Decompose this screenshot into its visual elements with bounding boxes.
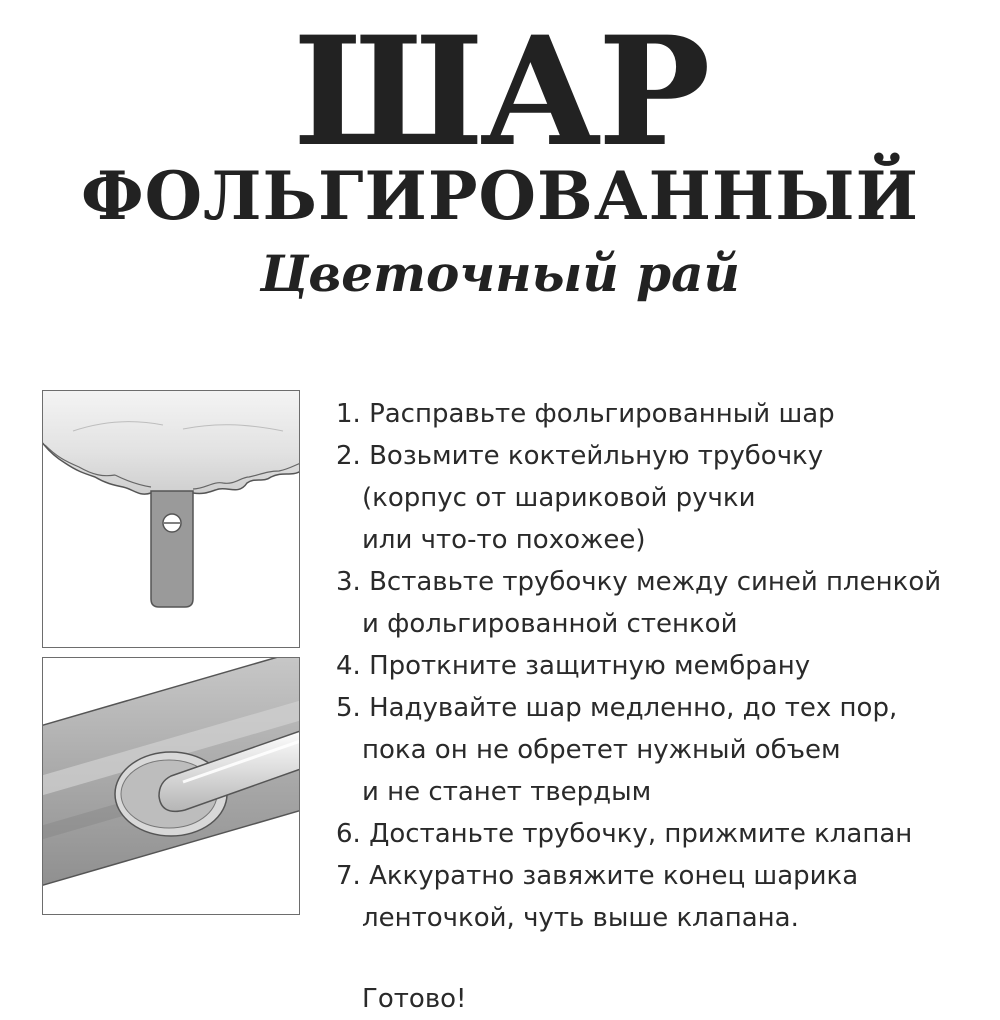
instruction-line: 2. Возьмите коктейльную трубочку: [336, 441, 824, 471]
instruction-list: [336, 393, 986, 939]
instruction-line: и не станет твердым: [362, 777, 652, 807]
valve-strip: [151, 491, 193, 607]
instruction-line: или что-то похожее): [362, 525, 646, 555]
instruction-line: 5. Надувайте шар медленно, до тех пор,: [336, 693, 898, 723]
instruction-line: 6. Достаньте трубочку, прижмите клапан: [336, 819, 913, 849]
instruction-line: пока он не обретет нужный объем: [362, 735, 841, 765]
balloon-valve-illustration: [42, 390, 300, 648]
balloon-valve-drawing: [43, 391, 299, 647]
page-title: ШАР: [293, 4, 707, 180]
page-subtitle: ФОЛЬГИРОВАННЫЙ: [81, 157, 919, 235]
instruction-line: (корпус от шариковой ручки: [362, 483, 756, 513]
instruction-line: ленточкой, чуть выше клапана.: [362, 903, 799, 933]
balloon-body: [43, 391, 299, 494]
straw-insertion-illustration: [42, 657, 300, 915]
instruction-line: 4. Проткните защитную мембрану: [336, 651, 811, 681]
instruction-line: 7. Аккуратно завяжите конец шарика: [336, 861, 859, 891]
brand-tagline: Цветочный рай: [260, 244, 740, 303]
instruction-line: 1. Расправьте фольгированный шар: [336, 399, 835, 429]
instruction-line: 3. Вставьте трубочку между синей пленкой: [336, 567, 942, 597]
straw-insertion-drawing: [43, 658, 299, 914]
instruction-line: и фольгированной стенкой: [362, 609, 738, 639]
closing-text: Готово!: [362, 984, 467, 1014]
